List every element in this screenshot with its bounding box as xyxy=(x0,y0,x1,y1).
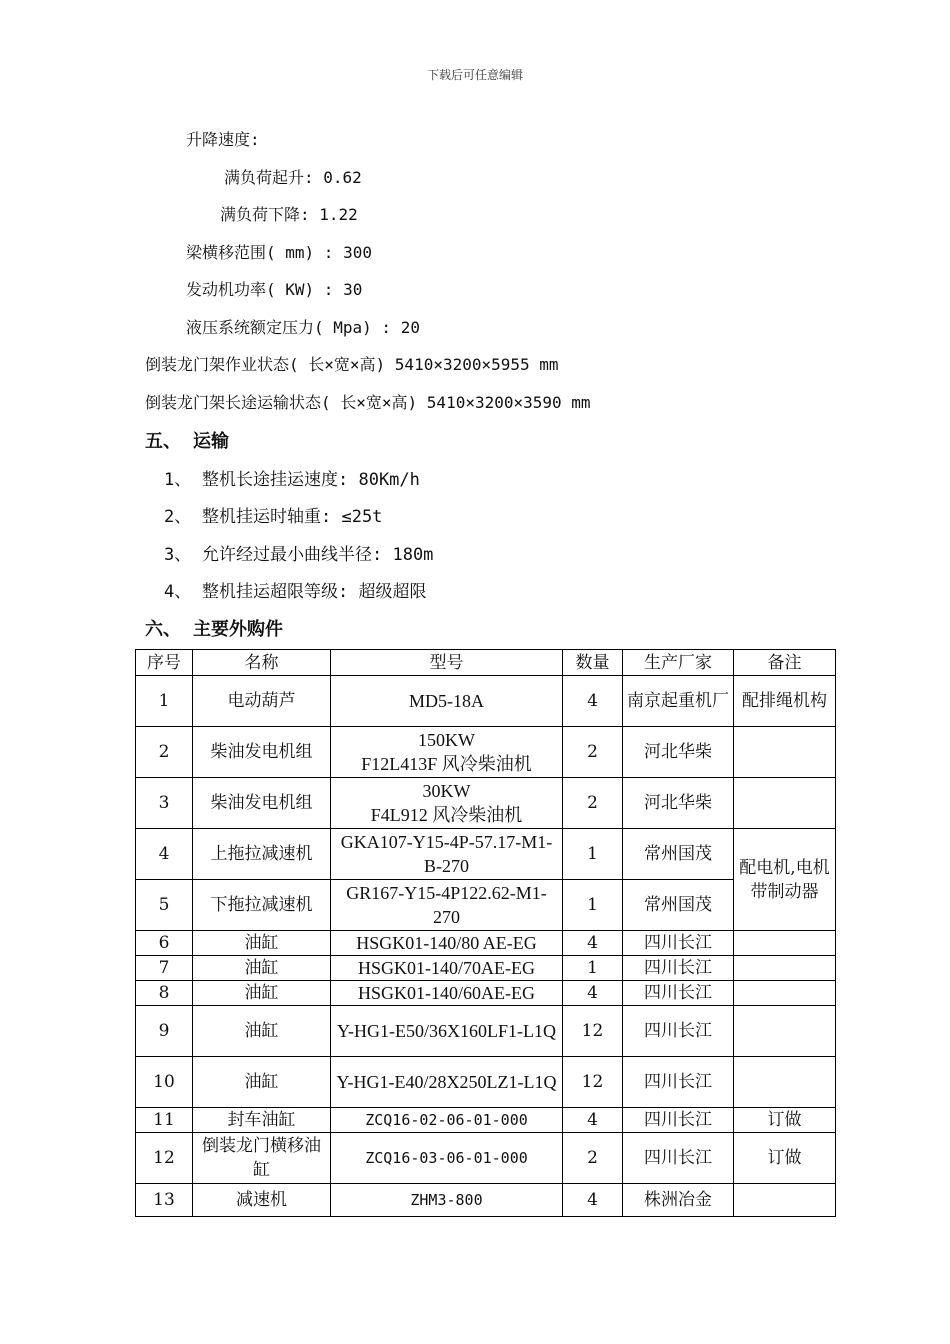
page-header-note: 下载后可任意编辑 xyxy=(426,68,523,82)
cell-model-line2: F4L912 风冷柴油机 xyxy=(370,805,523,825)
cell-model: MD5-18A xyxy=(331,676,563,727)
cell-note xyxy=(734,1057,836,1108)
cell-maker: 常州国茂 xyxy=(623,829,734,880)
list-item-text: 整机挂运超限等级: 超级超限 xyxy=(202,582,427,602)
beam-traverse: 梁横移范围( mm) : 300 xyxy=(186,243,372,262)
cell-model xyxy=(331,727,563,778)
table-row xyxy=(136,1184,836,1217)
cell-model-line2: F12L413F 风冷柴油机 xyxy=(361,754,532,774)
cell-maker: 四川长江 xyxy=(623,1108,734,1133)
cell-no: 4 xyxy=(136,829,193,880)
gantry-working-state: 倒装龙门架作业状态( 长×宽×高) 5410×3200×5955 mm xyxy=(145,355,559,374)
header-note: 备注 xyxy=(734,650,836,676)
cell-no: 2 xyxy=(136,727,193,778)
cell-no: 10 xyxy=(136,1057,193,1108)
cell-note xyxy=(734,956,836,981)
cell-qty: 4 xyxy=(563,1108,623,1133)
table-row xyxy=(136,1057,836,1108)
cell-name: 下拖拉减速机 xyxy=(193,880,331,931)
cell-model: GR167-Y15-4P122.62-M1-270 xyxy=(331,880,563,931)
cell-model xyxy=(331,778,563,829)
table-row xyxy=(136,931,836,956)
header-name: 名称 xyxy=(193,650,331,676)
cell-maker: 四川长江 xyxy=(623,1133,734,1184)
cell-no: 3 xyxy=(136,778,193,829)
cell-no: 5 xyxy=(136,880,193,931)
cell-model: ZHM3-800 xyxy=(331,1184,563,1217)
cell-note: 配排绳机构 xyxy=(734,676,836,727)
cell-note: 订做 xyxy=(734,1108,836,1133)
hydraulic-pressure: 液压系统额定压力( Mpa) : 20 xyxy=(186,318,420,337)
cell-name: 柴油发电机组 xyxy=(193,727,331,778)
cell-qty: 2 xyxy=(563,1133,623,1184)
cell-model: Y-HG1-E50/36X160LF1-L1Q xyxy=(331,1006,563,1057)
cell-qty: 2 xyxy=(563,727,623,778)
cell-maker: 河北华柴 xyxy=(623,778,734,829)
list-item-text: 整机挂运时轴重: ≤25t xyxy=(202,507,383,527)
cell-no: 9 xyxy=(136,1006,193,1057)
cell-maker: 株洲冶金 xyxy=(623,1184,734,1217)
section6-heading xyxy=(145,615,283,641)
table-row xyxy=(136,727,836,778)
table-row xyxy=(136,880,836,931)
table-row xyxy=(136,956,836,981)
cell-qty: 1 xyxy=(563,829,623,880)
cell-name: 倒装龙门横移油缸 xyxy=(193,1133,331,1184)
cell-name: 减速机 xyxy=(193,1184,331,1217)
cell-name: 油缸 xyxy=(193,931,331,956)
cell-no: 7 xyxy=(136,956,193,981)
section6-number: 六、 xyxy=(145,619,181,640)
table-header-row xyxy=(136,650,836,676)
gantry-transport-state: 倒装龙门架长途运输状态( 长×宽×高) 5410×3200×3590 mm xyxy=(145,393,591,412)
cell-name: 油缸 xyxy=(193,981,331,1006)
cell-no: 1 xyxy=(136,676,193,727)
section5-heading xyxy=(145,427,229,453)
cell-note xyxy=(734,981,836,1006)
cell-maker: 四川长江 xyxy=(623,1006,734,1057)
list-item-text: 整机长途挂运速度: 80Km/h xyxy=(202,470,420,490)
table-row xyxy=(136,778,836,829)
full-load-down: 满负荷下降: 1.22 xyxy=(220,205,358,224)
list-item-index: 3、 xyxy=(164,545,192,565)
list-item xyxy=(164,577,426,602)
header-maker: 生产厂家 xyxy=(623,650,734,676)
table-row xyxy=(136,1108,836,1133)
cell-note xyxy=(734,1184,836,1217)
cell-no: 11 xyxy=(136,1108,193,1133)
parts-table xyxy=(135,649,836,1217)
table-row xyxy=(136,1133,836,1184)
cell-name: 电动葫芦 xyxy=(193,676,331,727)
table-row xyxy=(136,829,836,880)
engine-power: 发动机功率( KW) : 30 xyxy=(186,280,363,299)
cell-note xyxy=(734,778,836,829)
cell-note: 订做 xyxy=(734,1133,836,1184)
cell-model: HSGK01-140/60AE-EG xyxy=(331,981,563,1006)
list-item-index: 1、 xyxy=(164,470,192,490)
cell-maker: 河北华柴 xyxy=(623,727,734,778)
list-item-text: 允许经过最小曲线半径: 180m xyxy=(202,545,434,565)
cell-maker: 四川长江 xyxy=(623,956,734,981)
lift-speed-label: 升降速度: xyxy=(186,130,260,149)
cell-qty: 1 xyxy=(563,956,623,981)
cell-name: 油缸 xyxy=(193,1006,331,1057)
table-row xyxy=(136,981,836,1006)
header-qty: 数量 xyxy=(563,650,623,676)
cell-maker: 四川长江 xyxy=(623,981,734,1006)
cell-model-line1: 150KW xyxy=(418,730,475,750)
cell-maker: 南京起重机厂 xyxy=(623,676,734,727)
section6-title: 主要外购件 xyxy=(193,619,283,640)
cell-model: ZCQ16-02-06-01-000 xyxy=(331,1108,563,1133)
cell-model-line1: 30KW xyxy=(422,781,471,801)
cell-maker: 四川长江 xyxy=(623,931,734,956)
cell-name: 封车油缸 xyxy=(193,1108,331,1133)
cell-model: Y-HG1-E40/28X250LZ1-L1Q xyxy=(331,1057,563,1108)
list-item xyxy=(164,465,420,490)
cell-model: HSGK01-140/70AE-EG xyxy=(331,956,563,981)
cell-no: 6 xyxy=(136,931,193,956)
section5-title: 运输 xyxy=(193,431,229,452)
cell-note xyxy=(734,931,836,956)
cell-qty: 12 xyxy=(563,1057,623,1108)
cell-model: GKA107-Y15-4P-57.17-M1-B-270 xyxy=(331,829,563,880)
list-item xyxy=(164,540,433,565)
cell-qty: 1 xyxy=(563,880,623,931)
cell-model: ZCQ16-03-06-01-000 xyxy=(331,1133,563,1184)
cell-qty: 12 xyxy=(563,1006,623,1057)
cell-model: HSGK01-140/80 AE-EG xyxy=(331,931,563,956)
table-row xyxy=(136,676,836,727)
cell-note xyxy=(734,1006,836,1057)
cell-maker: 四川长江 xyxy=(623,1057,734,1108)
cell-qty: 2 xyxy=(563,778,623,829)
table-row xyxy=(136,1006,836,1057)
cell-qty: 4 xyxy=(563,981,623,1006)
cell-no: 13 xyxy=(136,1184,193,1217)
cell-name: 柴油发电机组 xyxy=(193,778,331,829)
list-item xyxy=(164,502,382,527)
cell-qty: 4 xyxy=(563,1184,623,1217)
cell-no: 12 xyxy=(136,1133,193,1184)
full-load-up: 满负荷起升: 0.62 xyxy=(224,168,362,187)
cell-note: 配电机,电机带制动器 xyxy=(734,829,836,931)
section5-number: 五、 xyxy=(145,431,181,452)
list-item-index: 4、 xyxy=(164,582,192,602)
cell-no: 8 xyxy=(136,981,193,1006)
cell-maker: 常州国茂 xyxy=(623,880,734,931)
list-item-index: 2、 xyxy=(164,507,192,527)
cell-name: 油缸 xyxy=(193,1057,331,1108)
header-model: 型号 xyxy=(331,650,563,676)
cell-note xyxy=(734,727,836,778)
cell-qty: 4 xyxy=(563,931,623,956)
cell-qty: 4 xyxy=(563,676,623,727)
cell-name: 油缸 xyxy=(193,956,331,981)
cell-name: 上拖拉减速机 xyxy=(193,829,331,880)
header-no: 序号 xyxy=(136,650,193,676)
